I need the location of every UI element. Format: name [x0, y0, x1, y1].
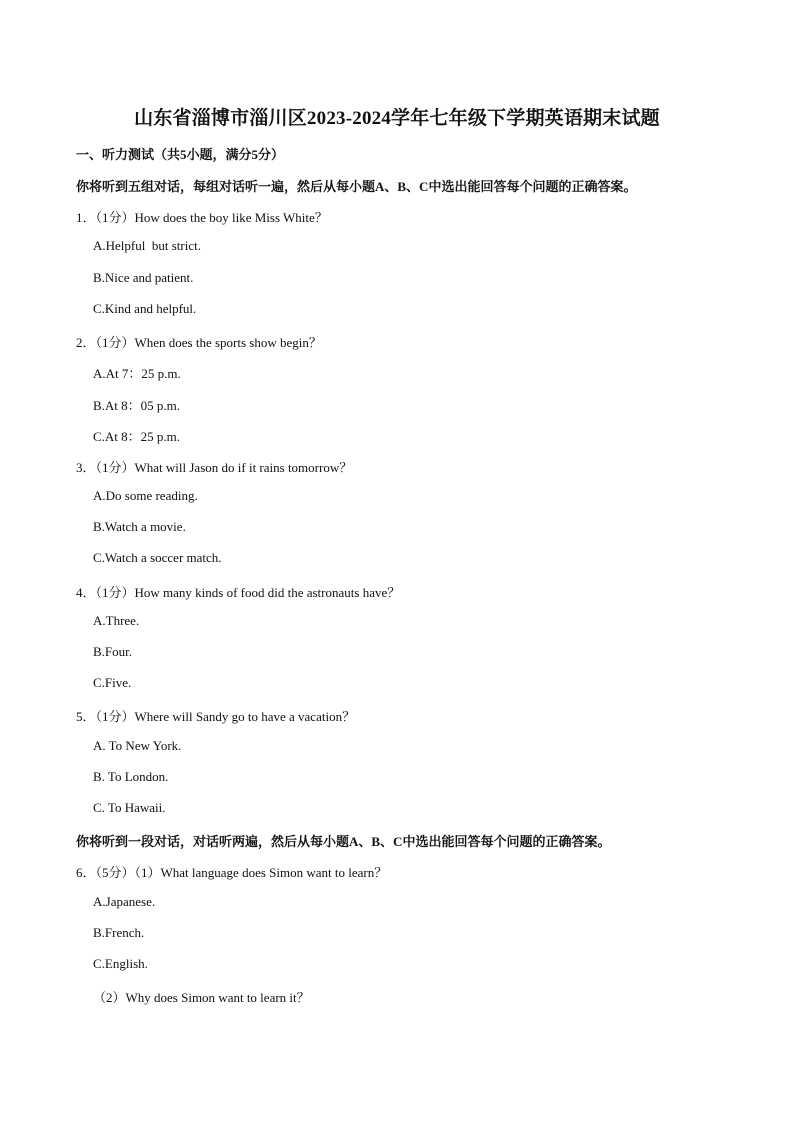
q6-option-a: A.Japanese. — [93, 894, 156, 909]
section-heading: 一、听力测试（共5小题，满分5分） — [76, 147, 285, 162]
q5-option-c: C. To Hawaii. — [93, 800, 166, 815]
q2-option-b: B.At 8：05 p.m. — [93, 398, 181, 413]
q5-option-b: B. To London. — [93, 769, 169, 784]
q3-option-b: B.Watch a movie. — [93, 519, 186, 534]
q1-option-b: B.Nice and patient. — [93, 270, 194, 285]
question-4: 4．（1分）How many kinds of food did the astronauts have？ — [76, 585, 401, 600]
q2-option-c: C.At 8：25 p.m. — [93, 429, 181, 444]
q4-option-b: B.Four. — [93, 644, 133, 659]
q5-option-a: A. To New York. — [93, 738, 182, 753]
q6-option-c: C.English. — [93, 956, 148, 971]
question-6: 6．（5分）（1）What language does Simon want to learn？ — [76, 865, 388, 880]
q1-option-a: A.Helpful but strict. — [93, 238, 201, 253]
exam-title: 山东省淄博市淄川区2023-2024学年七年级下学期英语期末试题 — [134, 108, 660, 129]
q3-option-c: C.Watch a soccer match. — [93, 550, 222, 565]
q4-option-a: A.Three. — [93, 613, 140, 628]
q6-option-b: B.French. — [93, 925, 145, 940]
instruction-1: 你将听到五组对话，每组对话听一遍，然后从每小题A、B、C中选出能回答每个问题的正确答案。 — [76, 179, 637, 194]
q3-option-a: A.Do some reading. — [93, 488, 198, 503]
instruction-2: 你将听到一段对话，对话听两遍，然后从每小题A、B、C中选出能回答每个问题的正确答案。 — [76, 834, 611, 849]
question-2: 2．（1分）When does the sports show begin？ — [76, 335, 322, 350]
question-5: 5．（1分）Where will Sandy go to have a vacation？ — [76, 709, 356, 724]
q2-option-a: A.At 7：25 p.m. — [93, 366, 181, 381]
question-6-part-2: （2）Why does Simon want to learn it？ — [93, 990, 310, 1005]
question-3: 3．（1分）What will Jason do if it rains tomorrow？ — [76, 460, 353, 475]
question-1: 1．（1分）How does the boy like Miss White？ — [76, 210, 328, 225]
q4-option-c: C.Five. — [93, 675, 132, 690]
q1-option-c: C.Kind and helpful. — [93, 301, 197, 316]
